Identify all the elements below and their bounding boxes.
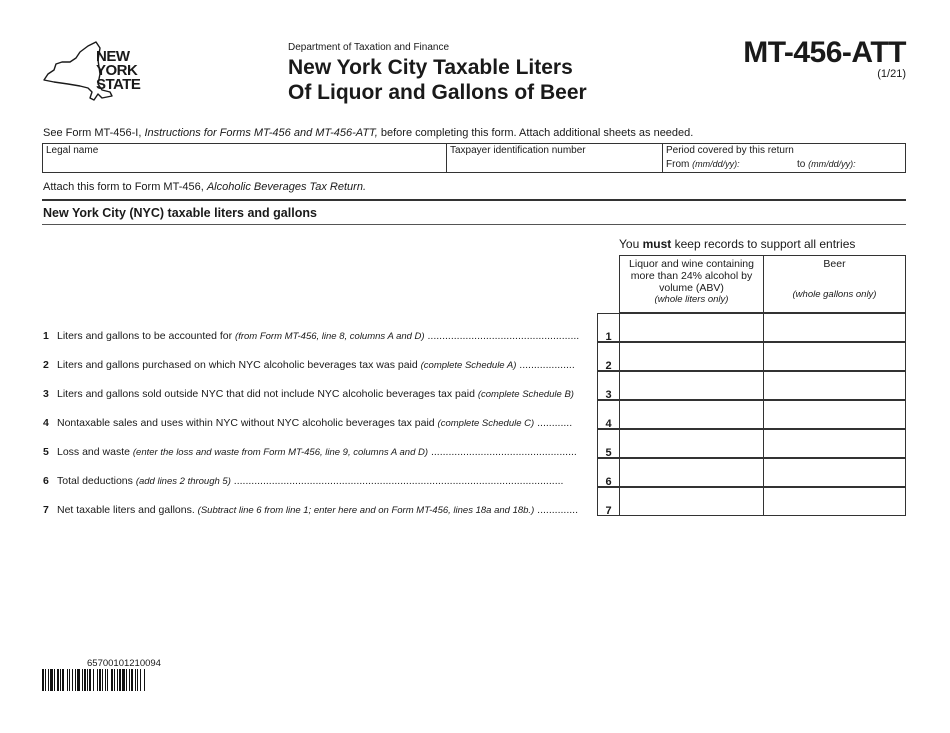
line-description: Nontaxable sales and uses within NYC without NYC alcoholic beverages tax paid	[57, 417, 438, 429]
line-description: Liters and gallons purchased on which NYC alcoholic beverages tax was paid	[57, 359, 421, 371]
barcode-bar	[119, 669, 121, 691]
beer-gallons-input-5[interactable]	[763, 429, 906, 458]
line-note: (add lines 2 through 5)	[135, 476, 231, 487]
line-number-box: 4	[597, 400, 620, 429]
line-note: (enter the loss and waste from Form MT-456, line 9, columns A and D)	[132, 447, 429, 458]
taxpayer-id-field[interactable]	[447, 144, 663, 172]
line-description: Liters and gallons sold outside NYC that did not include NYC alcoholic beverages tax paid	[57, 388, 478, 400]
barcode-bar	[129, 669, 130, 691]
barcode-bar	[62, 669, 64, 691]
barcode-bar	[54, 669, 55, 691]
barcode-bar	[93, 669, 94, 691]
barcode-bar	[69, 669, 70, 691]
beer-gallons-input-6[interactable]	[763, 458, 906, 487]
form-number: MT-456-ATT	[743, 36, 906, 69]
barcode-bar	[99, 669, 101, 691]
barcode-bar	[144, 669, 145, 691]
form-revision: (1/21)	[877, 68, 906, 80]
line-item-4	[43, 417, 572, 429]
line-leader: .................................................................................................................	[230, 475, 564, 487]
line-item-1	[43, 330, 579, 342]
line-item-2	[43, 359, 575, 371]
barcode-bar	[72, 669, 73, 691]
instructions-note: See Form MT-456-I, Instructions for Forms MT-456 and MT-456-ATT, before completing this form. Attach additional sheets as needed.	[43, 127, 694, 139]
line-leader: ...................	[516, 359, 575, 371]
barcode-bar	[45, 669, 46, 691]
barcode-bar	[84, 669, 86, 691]
line-description: Loss and waste	[57, 446, 133, 458]
barcode-bar	[75, 669, 76, 691]
barcode-bar	[60, 669, 61, 691]
taxpayer-info-box	[42, 143, 906, 173]
period-field	[663, 144, 905, 172]
barcode-number: 65700101210094	[87, 658, 161, 669]
liquor-liters-input-1[interactable]	[619, 313, 764, 342]
barcode-bar	[42, 669, 44, 691]
line-note: (complete Schedule C)	[437, 418, 535, 429]
line-description: Net taxable liters and gallons.	[57, 504, 198, 516]
line-note: (complete Schedule B)	[477, 389, 574, 400]
barcode-bar	[140, 669, 141, 691]
line-number: 3	[43, 388, 49, 400]
barcode-bar	[89, 669, 91, 691]
barcode-bar	[117, 669, 118, 691]
liquor-liters-input-4[interactable]	[619, 400, 764, 429]
beer-gallons-input-7[interactable]	[763, 487, 906, 516]
barcode-bar	[114, 669, 115, 691]
liquor-liters-input-7[interactable]	[619, 487, 764, 516]
barcode-bar	[135, 669, 136, 691]
barcode-bar	[137, 669, 138, 691]
line-item-3	[43, 388, 574, 400]
logo-wordmark: NEW YORK STATE	[96, 48, 141, 93]
liquor-liters-input-5[interactable]	[619, 429, 764, 458]
barcode-bar	[122, 669, 125, 691]
line-item-6	[43, 475, 563, 487]
section-underline	[42, 224, 906, 225]
department-name: Department of Taxation and Finance	[288, 42, 450, 53]
line-item-5	[43, 446, 577, 458]
liquor-column-header: Liquor and wine containing more than 24% alcohol by volume (ABV) (whole liters only)	[619, 255, 764, 313]
line-number: 4	[43, 417, 49, 429]
section-title: New York City (NYC) taxable liters and gallons	[43, 206, 317, 220]
beer-gallons-input-3[interactable]	[763, 371, 906, 400]
period-label: Period covered by this return	[666, 145, 794, 156]
to-date-label[interactable]: to (mm/dd/yy):	[797, 159, 856, 170]
line-number: 7	[43, 504, 49, 516]
beer-gallons-input-4[interactable]	[763, 400, 906, 429]
taxpayer-id-label: Taxpayer identification number	[450, 145, 586, 156]
form-title: New York City Taxable Liters Of Liquor and Gallons of Beer	[288, 56, 587, 104]
beer-gallons-input-2[interactable]	[763, 342, 906, 371]
barcode-bar	[105, 669, 106, 691]
records-note: You must keep records to support all entries	[619, 237, 856, 251]
line-number-box: 7	[597, 487, 620, 516]
line-number-box: 2	[597, 342, 620, 371]
barcode-bar	[77, 669, 80, 691]
line-number: 6	[43, 475, 49, 487]
barcode-bar	[131, 669, 133, 691]
legal-name-label: Legal name	[46, 145, 99, 156]
line-number: 5	[43, 446, 49, 458]
line-number-box: 1	[597, 313, 620, 342]
line-leader: ..................................................	[428, 446, 577, 458]
line-number-box: 5	[597, 429, 620, 458]
liquor-liters-input-6[interactable]	[619, 458, 764, 487]
line-description: Liters and gallons to be accounted for	[57, 330, 236, 342]
line-description: Total deductions	[57, 475, 136, 487]
line-note: (from Form MT-456, line 8, columns A and D)	[235, 331, 425, 342]
barcode-bar	[126, 669, 127, 691]
from-date-label[interactable]: From (mm/dd/yy):	[666, 159, 740, 170]
barcode-bar	[111, 669, 113, 691]
beer-column-header: Beer (whole gallons only)	[763, 255, 906, 313]
line-leader: ..............	[534, 504, 578, 516]
barcode	[42, 669, 206, 691]
barcode-bar	[107, 669, 108, 691]
beer-gallons-input-1[interactable]	[763, 313, 906, 342]
barcode-bar	[48, 669, 49, 691]
barcode-bar	[87, 669, 88, 691]
line-leader: ....................................................	[424, 330, 580, 342]
barcode-bar	[102, 669, 103, 691]
barcode-bar	[67, 669, 68, 691]
barcode-bar	[97, 669, 98, 691]
line-note: (Subtract line 6 from line 1; enter here and on Form MT-456, lines 18a and 18b.)	[197, 505, 535, 516]
barcode-bar	[50, 669, 53, 691]
section-divider	[42, 199, 906, 201]
liquor-liters-input-3[interactable]	[619, 371, 764, 400]
legal-name-field[interactable]	[43, 144, 447, 172]
barcode-bar	[82, 669, 83, 691]
line-number: 1	[43, 330, 49, 342]
barcode-bar	[57, 669, 59, 691]
line-number-box: 6	[597, 458, 620, 487]
liquor-liters-input-2[interactable]	[619, 342, 764, 371]
line-number-box: 3	[597, 371, 620, 400]
attach-note: Attach this form to Form MT-456, Alcoholic Beverages Tax Return.	[43, 181, 367, 193]
line-leader: ............	[534, 417, 573, 429]
line-note: (complete Schedule A)	[420, 360, 517, 371]
line-number: 2	[43, 359, 49, 371]
line-item-7	[43, 504, 578, 516]
